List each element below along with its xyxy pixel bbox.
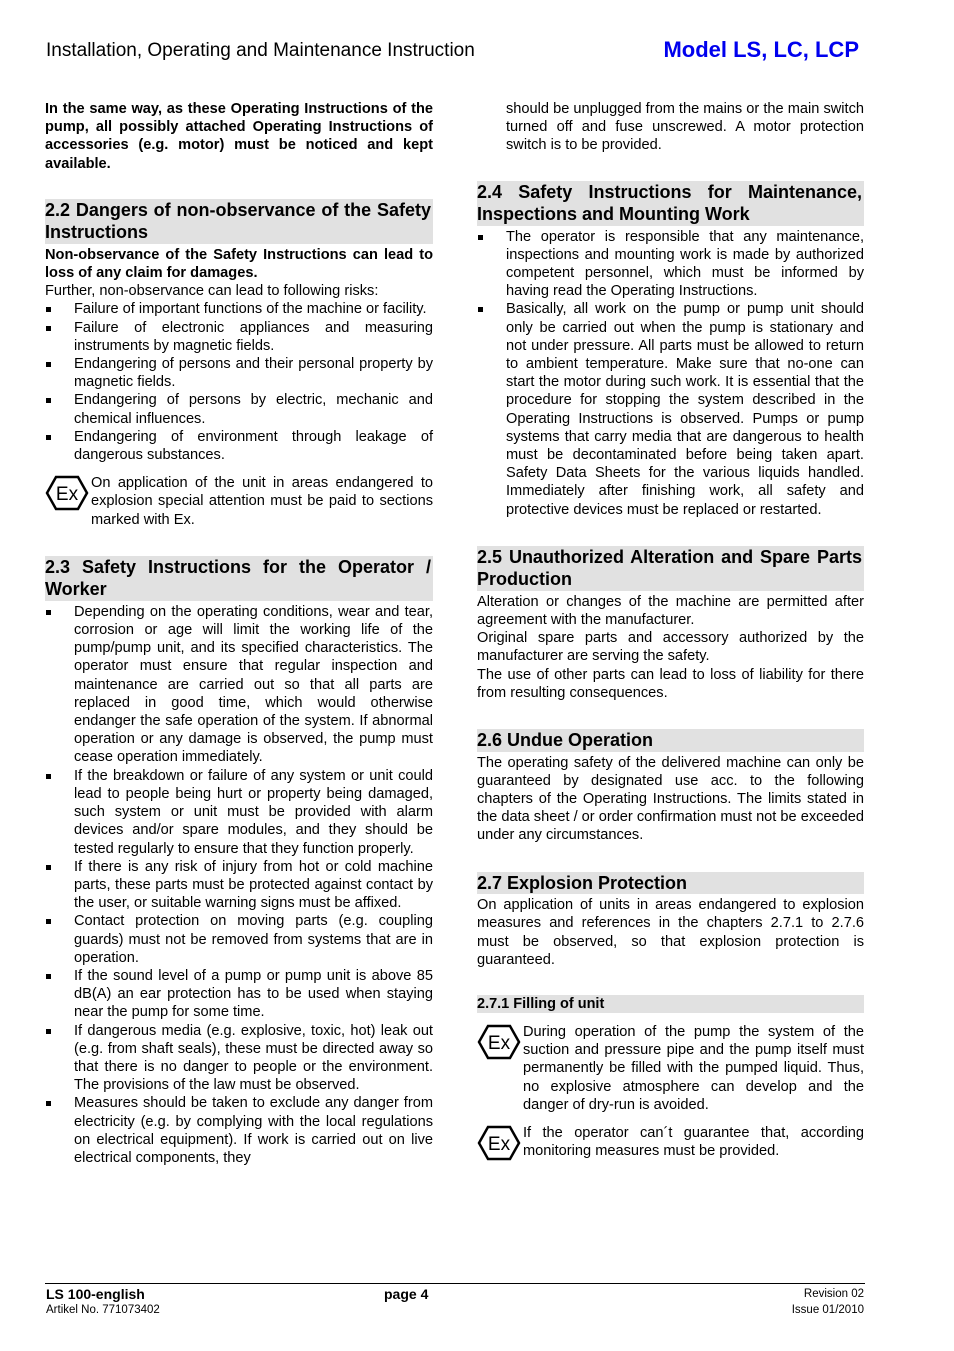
list-item: Measures should be taken to exclude any danger from electricity (e.g. by complying with the local regulations on electrical equipment). If work is carried out on live electrical components, they bbox=[45, 1094, 433, 1167]
ex-note-monitoring bbox=[477, 1124, 864, 1160]
footer-article-number: Artikel No. 771073402 bbox=[46, 1304, 160, 1316]
section-2-5-paragraph-2: Original spare parts and accessory authorized by the manufacturer are serving the safety. bbox=[477, 630, 864, 665]
section-2-7-heading: 2.7 Explosion Protection bbox=[477, 872, 864, 895]
section-2-2-paragraph: Further, non-observance can lead to following risks: bbox=[45, 283, 379, 300]
continued-paragraph: should be unplugged from the mains or the main switch turned off and fuse unscrewed. A motor protection switch is to be provided. bbox=[506, 101, 864, 154]
footer-divider bbox=[45, 1283, 865, 1284]
section-2-3-list bbox=[45, 603, 433, 1167]
list-item: Failure of electronic appliances and measuring instruments by magnetic fields. bbox=[45, 319, 433, 355]
ex-note-text: On application of the unit in areas endangered to explosion special attention must be paid to sections marked with Ex. bbox=[91, 475, 433, 528]
list-item: Basically, all work on the pump or pump unit should only be carried out when the pump is stationary and not under pressure. All parts must be allowed to return to ambient temperature. Make sure that no-one can start the motor during such work. It is essential that the procedure for stopping the system described in the Operating Instructions is observed. Pumps or pump systems that carry media that are dangerous to health must be decontaminated before being taken apart. Safety Data Sheets for the various liquids handled. Immediately after finishing work, all safety and protective devices must be replaced or restarted. bbox=[477, 300, 864, 518]
header-title: Installation, Operating and Maintenance Instruction bbox=[46, 40, 475, 61]
ex-note-filling bbox=[477, 1023, 864, 1114]
list-item: If there is any risk of injury from hot or cold machine parts, these parts must be protected against contact by the user, or suitable warning signs must be affixed. bbox=[45, 858, 433, 913]
section-2-2-list bbox=[45, 300, 433, 464]
ex-note bbox=[45, 474, 433, 529]
ex-note-filling-text: During operation of the pump the system of the suction and pressure pipe and the pump itself must permanently be filled with the pumped liquid. Thus, no explosive atmosphere can develop and the danger of dry-run is avoided. bbox=[523, 1023, 864, 1113]
list-item: Endangering of persons and their personal property by magnetic fields. bbox=[45, 355, 433, 391]
list-item: If the sound level of a pump or pump unit is above 85 dB(A) an ear protection has to be used when staying near the pump for some time. bbox=[45, 967, 433, 1022]
section-2-7-paragraph: On application of units in areas endangered to explosion measures and references in the chapters 2.7.1 to 2.7.6 must be observed, so that explosion protection is guaranteed. bbox=[477, 897, 864, 968]
header-model: Model LS, LC, LCP bbox=[663, 37, 859, 62]
section-2-3-heading: 2.3 Safety Instructions for the Operator / Worker bbox=[45, 556, 431, 600]
list-item: Endangering of environment through leakage of dangerous substances. bbox=[45, 428, 433, 464]
list-item: Endangering of persons by electric, mechanic and chemical influences. bbox=[45, 391, 433, 427]
ex-explosion-protection-icon bbox=[477, 1024, 521, 1060]
list-item: If the breakdown or failure of any system or unit could lead to people being hurt or property being damaged, such system or unit must be provided with alarm devices and/or spare modules, and they should be tested regularly to ensure that they function properly. bbox=[45, 767, 433, 858]
section-2-2-bold-paragraph: Non-observance of the Safety Instructions can lead to loss of any claim for damages. bbox=[45, 246, 433, 282]
ex-explosion-protection-icon bbox=[45, 475, 89, 511]
section-2-6-heading: 2.6 Undue Operation bbox=[477, 729, 864, 752]
section-2-4-heading: 2.4 Safety Instructions for Maintenance, Inspections and Mounting Work bbox=[477, 181, 862, 225]
list-item: Failure of important functions of the machine or facility. bbox=[45, 300, 433, 318]
svg-text:Ex: Ex bbox=[487, 1133, 511, 1155]
list-item: Contact protection on moving parts (e.g. coupling guards) must not be removed from systems that are in operation. bbox=[45, 912, 433, 967]
section-2-2-heading: 2.2 Dangers of non-observance of the Safety Instructions bbox=[45, 199, 431, 243]
section-2-5-paragraph-1: Alteration or changes of the machine are permitted after agreement with the manufacturer. bbox=[477, 593, 864, 629]
right-column bbox=[477, 100, 864, 1160]
footer-document-name: LS 100-english bbox=[46, 1286, 145, 1302]
intro-paragraph: In the same way, as these Operating Instructions of the pump, all possibly attached Operating Instructions of accessories (e.g. motor) must be noticed and kept available. bbox=[45, 101, 433, 172]
section-2-5-paragraph-3: The use of other parts can lead to loss of liability for there from resulting consequences. bbox=[477, 666, 864, 701]
list-item: If dangerous media (e.g. explosive, toxic, hot) leak out (e.g. from shaft seals), these must be directed away so that there is no danger to people or the environment. The provisions of the law must be observed. bbox=[45, 1022, 433, 1095]
section-2-4-list bbox=[477, 228, 864, 519]
footer-revision: Revision 02 bbox=[803, 1288, 864, 1300]
list-item: Depending on the operating conditions, wear and tear, corrosion or age will limit the working life of the pump/pump unit, and its specified characteristics. The operator must ensure that regular inspection and maintenance are carried out so that all parts are replaced in good time, which would otherwise endanger the safe operation of the system. If abnormal operation or any damage is observed, the pump must cease operation immediately. bbox=[45, 603, 433, 767]
section-2-6-paragraph: The operating safety of the delivered machine can only be guaranteed by designated use acc. to the following chapters of the Operating Instructions. The limits stated in the data sheet / or order confirmation must not be exceeded under any circumstances. bbox=[477, 754, 864, 844]
footer-page-number: page 4 bbox=[384, 1286, 429, 1302]
svg-text:Ex: Ex bbox=[55, 484, 79, 506]
left-column bbox=[45, 100, 433, 1167]
section-2-5-heading: 2.5 Unauthorized Alteration and Spare Parts Production bbox=[477, 546, 862, 590]
ex-note-monitoring-text: If the operator can´t guarantee that, according monitoring measures must be provided. bbox=[523, 1124, 864, 1160]
section-2-7-1-heading: 2.7.1 Filling of unit bbox=[477, 995, 864, 1013]
svg-text:Ex: Ex bbox=[487, 1032, 511, 1054]
footer-issue: Issue 01/2010 bbox=[791, 1304, 864, 1316]
ex-explosion-protection-icon bbox=[477, 1125, 521, 1161]
list-item: The operator is responsible that any maintenance, inspections and mounting work is made by authorized competent personnel, which must be informed by having read the Operating Instructions. bbox=[477, 228, 864, 301]
